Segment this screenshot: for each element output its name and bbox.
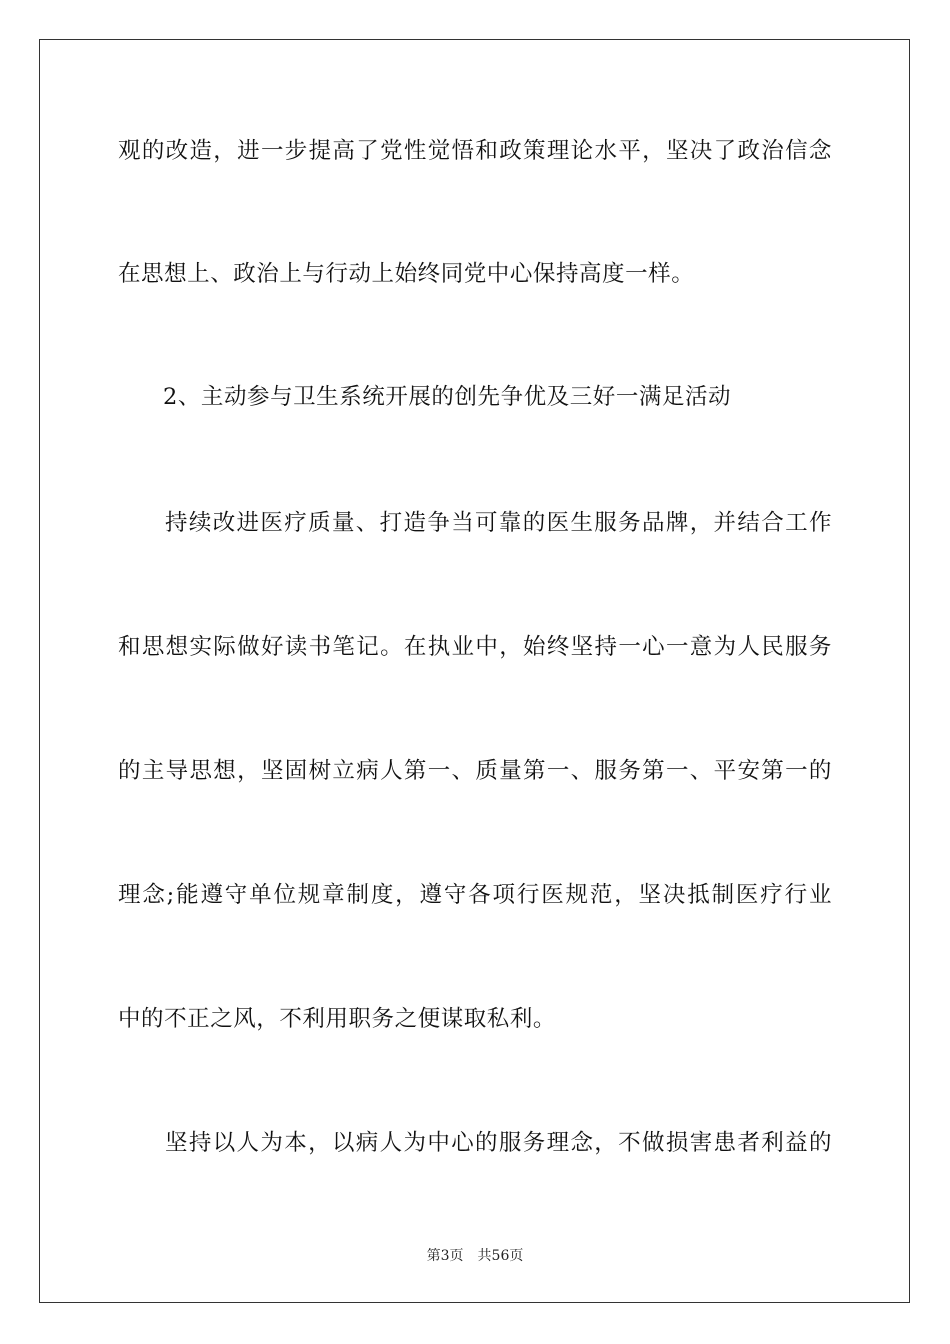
page-footer [0, 1247, 950, 1265]
page-border [39, 39, 910, 1303]
text-line-6: 的主导思想，坚固树立病人第一、质量第一、服务第一、平安第一的 [118, 758, 832, 784]
text-line-5: 和思想实际做好读书笔记。在执业中，始终坚持一心一意为人民服务 [118, 634, 832, 660]
page-total: 共56页 [477, 1248, 524, 1264]
text-line-8: 中的不正之风，不利用职务之便谋取私利。 [118, 1006, 556, 1032]
text-line-1: 观的改造，进一步提高了党性觉悟和政策理论水平，坚决了政治信念 [118, 138, 832, 164]
text-line-2: 在思想上、政治上与行动上始终同党中心保持高度一样。 [118, 261, 695, 287]
text-line-7: 理念;能遵守单位规章制度，遵守各项行医规范，坚决抵制医疗行业 [118, 882, 832, 908]
text-line-9: 坚持以人为本，以病人为中心的服务理念，不做损害患者利益的 [165, 1130, 832, 1156]
section-heading: 2、主动参与卫生系统开展的创先争优及三好一满足活动 [163, 384, 732, 410]
page-number: 第3页 [426, 1248, 464, 1264]
text-line-4: 持续改进医疗质量、打造争当可靠的医生服务品牌，并结合工作 [165, 510, 832, 536]
